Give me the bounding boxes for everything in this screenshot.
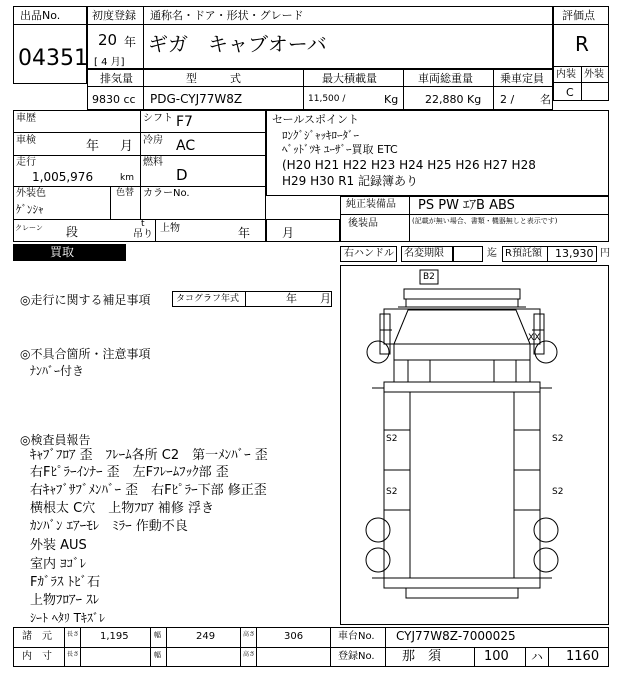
width-label-2: 幅 — [154, 651, 161, 659]
len-label: 長さ — [67, 631, 80, 638]
r-unit: 円 — [600, 248, 610, 259]
footer-row2-label: 内 寸 — [22, 651, 52, 662]
equipment-note: (記載が無い場合、書類・機器無しと表示です) — [412, 217, 558, 225]
defects-label: ◎不具合箇所・注意事項 — [20, 347, 151, 361]
sales-line-4: H29 H30 R1 記録簿あり — [282, 174, 419, 188]
model-value: PDG-CYJ77W8Z — [150, 92, 243, 106]
sales-line-1: ﾛﾝｸﾞｼﾞｬｯｷﾛｰﾀﾞｰ — [282, 129, 359, 142]
reg-number: 1160 — [566, 649, 600, 664]
height-label-2: 高さ — [243, 651, 256, 658]
model-label: 型 式 — [186, 72, 241, 85]
reg-kana: ハ — [531, 650, 544, 664]
inspection-month-unit: 月 — [120, 139, 134, 154]
chassis-label: 車台No. — [338, 631, 375, 642]
diagram-mark-b2: B2 — [423, 272, 435, 282]
ac-value: AC — [176, 138, 196, 154]
diagram-mark-s2-right-2: S2 — [552, 487, 564, 497]
r-deposit-value: 13,930 — [555, 247, 594, 260]
gross-weight-label: 車両総重量 — [418, 72, 473, 85]
buy-label: 買取 — [50, 245, 75, 259]
sales-line-2: ﾍﾞｯﾄﾞﾂｷ ﾕｰｻﾞｰ買取 ETC — [282, 143, 398, 156]
capacity-unit: 名 — [540, 93, 551, 106]
inspector-line-7: 室内 ﾖｺﾞﾚ — [30, 557, 87, 572]
inspector-line-8: Fｶﾞﾗｽ ﾄﾋﾞ石 — [30, 575, 101, 590]
inspector-line-4: 横根太 C穴 上物ﾌﾛｱ 補修 浮き — [30, 501, 214, 516]
fuel-value: D — [176, 166, 188, 184]
lot-label: 出品No. — [20, 9, 61, 22]
history-label: 車歴 — [16, 113, 36, 124]
defect-line-1: ﾅﾝﾊﾞｰ付き — [30, 364, 85, 378]
reg-area: 那 須 — [402, 649, 442, 664]
modified-label: 名変期限 — [404, 248, 444, 259]
crane-label: クレーン — [15, 224, 43, 232]
shift-label: シフト — [143, 113, 173, 124]
aftermarket-label: 後装品 — [348, 218, 378, 229]
reg-class: 100 — [484, 649, 509, 664]
grade-label: 評価点 — [562, 9, 595, 22]
interior-grade: C — [566, 86, 574, 99]
mileage-value: 1,005,976 — [32, 170, 94, 184]
equipment-label: 純正装備品 — [346, 199, 396, 210]
tacho-year-unit: 年 — [286, 292, 297, 305]
capacity-value: 2 / — [500, 93, 515, 106]
width-label: 幅 — [154, 631, 161, 639]
crane-hook-unit: 吊り — [133, 229, 153, 240]
inspection-year-unit: 年 — [86, 139, 100, 154]
trip-label: 迄 — [487, 248, 497, 259]
car-name-label: 通称名・ドア・形状・グレード — [150, 9, 304, 22]
max-load-unit: Kg — [384, 93, 399, 106]
diagram-mark-s2-right-1: S2 — [552, 434, 564, 444]
reg-no-label: 登録No. — [338, 651, 375, 662]
color-value: ｹﾞﾝｼｬ — [16, 203, 44, 216]
inspector-line-6: 外装 AUS — [30, 538, 87, 553]
ac-label: 冷房 — [143, 135, 163, 146]
sales-points-label: セールスポイント — [272, 113, 360, 126]
body-month-unit: 月 — [282, 226, 295, 240]
grade-value: R — [575, 32, 589, 56]
max-load-label: 最大積載量 — [322, 72, 377, 85]
crane-t: t — [141, 219, 145, 229]
inspector-line-2: 右Fﾋﾟﾗｰｲﾝﾅｰ 歪 左Fﾌﾚｰﾑﾌｯｸ部 歪 — [30, 465, 229, 480]
inspector-line-5: ｶﾝﾊﾞﾝ ｴｱｰﾓﾚ ﾐﾗｰ 作動不良 — [30, 519, 188, 534]
color-no-label: 色替 — [116, 188, 135, 198]
reg-year: 20 — [98, 31, 118, 49]
inspector-label: ◎検査員報告 — [20, 433, 91, 447]
body-label: 上物 — [160, 223, 180, 234]
reg-year-unit: 年 — [124, 35, 137, 49]
lot-number: 04351 — [18, 46, 88, 71]
color-label: 外装色 — [16, 188, 46, 199]
steering-label: 右ハンドル — [344, 248, 394, 259]
diagram-mark-s2-left-1: S2 — [386, 434, 398, 444]
capacity-label: 乗車定員 — [500, 72, 544, 85]
mileage-label: 走行 — [16, 157, 36, 168]
len-label-2: 長さ — [67, 651, 80, 658]
color-code-label: カラーNo. — [143, 188, 190, 199]
interior-label: 内装 — [556, 69, 576, 80]
height-label: 高さ — [243, 631, 256, 638]
body-year-unit: 年 — [238, 226, 251, 240]
exterior-label: 外装 — [584, 69, 604, 80]
reg-label: 初度登録 — [92, 9, 136, 22]
inspection-label: 車検 — [16, 135, 36, 146]
footer-row1-label: 諸 元 — [22, 631, 52, 642]
inspector-line-10: ｼｰﾄ ﾍﾀﾘ Tｷｽﾞﾚ — [30, 611, 105, 625]
fuel-label: 燃料 — [143, 157, 163, 168]
diagram-mark-s2-left-2: S2 — [386, 487, 398, 497]
len-value: 1,195 — [100, 631, 129, 642]
equipment-value: PS PW ｴｱB ABS — [418, 198, 515, 213]
mileage-unit: km — [120, 173, 134, 183]
displacement-value: 9830 cc — [92, 93, 136, 106]
width-value: 249 — [196, 631, 216, 642]
reg-month: [ 4 月] — [94, 57, 125, 68]
inspector-line-9: 上物ﾌﾛｱｰ ｽﾚ — [30, 593, 100, 608]
driving-label: ◎走行に関する補足事項 — [20, 293, 151, 307]
inspector-line-3: 右ｷｬﾌﾞｻﾌﾞﾒﾝﾊﾞｰ 歪 右Fﾋﾟﾗｰ下部 修正歪 — [30, 483, 267, 498]
r-deposit-label: R預託額 — [505, 248, 542, 259]
tacho-month-unit: 月 — [320, 292, 331, 305]
max-load-value: 11,500 / — [308, 94, 346, 104]
gross-weight-value: 22,880 Kg — [425, 93, 482, 106]
displacement-label: 排気量 — [100, 72, 133, 85]
chassis-value: CYJ77W8Z-7000025 — [396, 629, 516, 643]
car-name: ギガ キャブオーバ — [148, 32, 327, 56]
shift-value: F7 — [176, 114, 193, 130]
diagram-mark-xx: XX — [528, 333, 541, 343]
sales-line-3: (H20 H21 H22 H23 H24 H25 H26 H27 H28 — [282, 158, 536, 172]
crane-stage-unit: 段 — [66, 225, 79, 239]
height-value: 306 — [284, 631, 304, 642]
inspector-line-1: ｷｬﾌﾞﾌﾛｱ 歪 ﾌﾚｰﾑ各所 C2 第一ﾒﾝﾊﾞｰ 歪 — [30, 448, 268, 463]
tacho-label: タコグラフ年式 — [176, 294, 240, 304]
